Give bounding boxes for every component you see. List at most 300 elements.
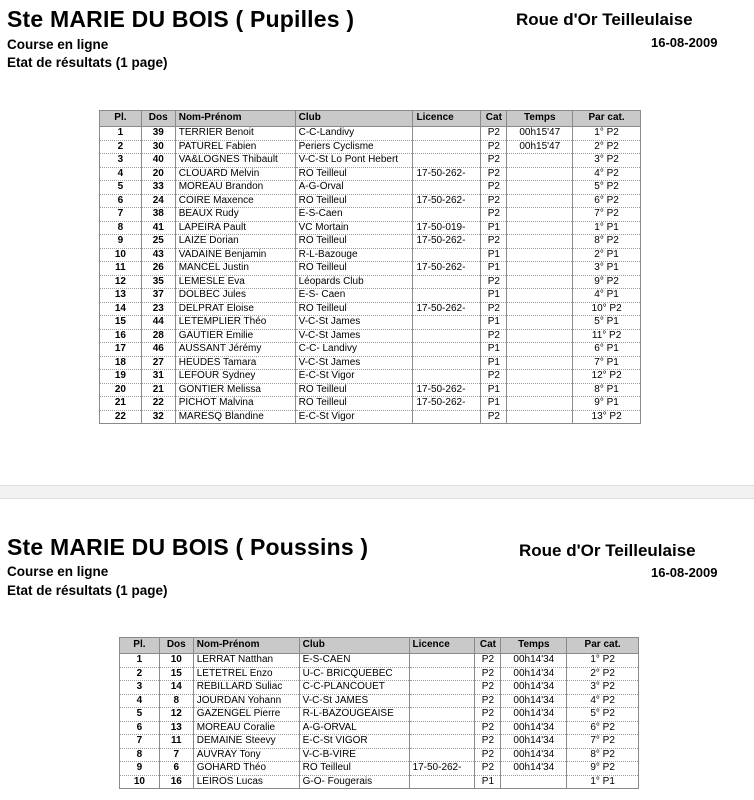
name-cell: DEMAINE Steevy bbox=[193, 735, 299, 749]
category-rank-cell: 1° P2 bbox=[567, 654, 639, 668]
time-cell: 00h14'34 bbox=[501, 735, 567, 749]
club-cell: VC Mortain bbox=[295, 221, 413, 235]
time-cell: 00h15'47 bbox=[507, 127, 573, 141]
table-row bbox=[120, 775, 639, 789]
name-cell: LEMESLE Eva bbox=[175, 275, 295, 289]
name-cell: LAIZE Dorian bbox=[175, 235, 295, 249]
category-cell: P2 bbox=[481, 370, 507, 384]
category-cell: P2 bbox=[475, 735, 501, 749]
category-rank-cell: 6° P1 bbox=[573, 343, 641, 357]
race-date: 16-08-2009 bbox=[651, 565, 718, 580]
category-cell: P1 bbox=[481, 248, 507, 262]
bib-cell: 44 bbox=[141, 316, 175, 330]
column-header-place: Pl. bbox=[100, 111, 142, 127]
table-row bbox=[100, 289, 641, 303]
bib-cell: 39 bbox=[141, 127, 175, 141]
race-title: Ste MARIE DU BOIS ( Poussins ) bbox=[7, 534, 369, 560]
name-cell: MARESQ Blandine bbox=[175, 410, 295, 424]
licence-cell bbox=[409, 721, 475, 735]
table-row bbox=[120, 694, 639, 708]
bib-cell: 11 bbox=[159, 735, 193, 749]
name-cell: LERRAT Natthan bbox=[193, 654, 299, 668]
category-cell: P1 bbox=[481, 343, 507, 357]
licence-cell bbox=[413, 208, 481, 222]
time-cell bbox=[507, 397, 573, 411]
time-cell bbox=[507, 181, 573, 195]
results-table bbox=[99, 110, 641, 424]
category-rank-cell: 5° P1 bbox=[573, 316, 641, 330]
category-cell: P1 bbox=[481, 289, 507, 303]
category-rank-cell: 4° P1 bbox=[573, 289, 641, 303]
bib-cell: 10 bbox=[159, 654, 193, 668]
club-cell: E-S-CAEN bbox=[299, 654, 409, 668]
category-rank-cell: 1° P1 bbox=[573, 221, 641, 235]
licence-cell: 17-50-262- bbox=[413, 235, 481, 249]
time-cell bbox=[507, 410, 573, 424]
time-cell bbox=[507, 248, 573, 262]
place-cell: 9 bbox=[100, 235, 142, 249]
place-cell: 11 bbox=[100, 262, 142, 276]
bib-cell: 15 bbox=[159, 667, 193, 681]
name-cell: VA&LOGNES Thibault bbox=[175, 154, 295, 168]
category-rank-cell: 4° P2 bbox=[573, 167, 641, 181]
name-cell: BEAUX Rudy bbox=[175, 208, 295, 222]
time-cell: 00h14'34 bbox=[501, 694, 567, 708]
name-cell: CLOUARD Melvin bbox=[175, 167, 295, 181]
category-rank-cell: 3° P2 bbox=[567, 681, 639, 695]
name-cell: MOREAU Coralie bbox=[193, 721, 299, 735]
table-header-row bbox=[120, 638, 639, 654]
bib-cell: 32 bbox=[141, 410, 175, 424]
table-row bbox=[120, 654, 639, 668]
licence-cell bbox=[413, 370, 481, 384]
time-cell bbox=[507, 329, 573, 343]
category-rank-cell: 12° P2 bbox=[573, 370, 641, 384]
name-cell: LEIROS Lucas bbox=[193, 775, 299, 789]
column-header-time: Temps bbox=[501, 638, 567, 654]
time-cell bbox=[507, 356, 573, 370]
category-cell: P2 bbox=[481, 154, 507, 168]
table-row bbox=[100, 127, 641, 141]
category-cell: P2 bbox=[475, 654, 501, 668]
place-cell: 6 bbox=[100, 194, 142, 208]
place-cell: 1 bbox=[100, 127, 142, 141]
category-cell: P2 bbox=[481, 194, 507, 208]
column-header-licence: Licence bbox=[413, 111, 481, 127]
club-cell: V-C-St James bbox=[295, 329, 413, 343]
place-cell: 22 bbox=[100, 410, 142, 424]
time-cell: 00h14'34 bbox=[501, 654, 567, 668]
bib-cell: 22 bbox=[141, 397, 175, 411]
column-header-name: Nom-Prénom bbox=[175, 111, 295, 127]
results-table bbox=[119, 637, 639, 789]
club-cell: V-C-St Lo Pont Hebert bbox=[295, 154, 413, 168]
place-cell: 17 bbox=[100, 343, 142, 357]
organizer-name: Roue d'Or Teilleulaise bbox=[516, 10, 693, 29]
place-cell: 6 bbox=[120, 721, 160, 735]
licence-cell bbox=[413, 289, 481, 303]
time-cell: 00h14'34 bbox=[501, 721, 567, 735]
category-rank-cell: 6° P2 bbox=[567, 721, 639, 735]
column-header-category: Cat bbox=[481, 111, 507, 127]
page-divider bbox=[0, 485, 754, 499]
time-cell bbox=[501, 775, 567, 789]
table-row bbox=[100, 235, 641, 249]
table-row bbox=[100, 410, 641, 424]
club-cell: RO Teilleul bbox=[295, 383, 413, 397]
bib-cell: 21 bbox=[141, 383, 175, 397]
category-rank-cell: 3° P2 bbox=[573, 154, 641, 168]
bib-cell: 20 bbox=[141, 167, 175, 181]
table-row bbox=[100, 154, 641, 168]
licence-cell: 17-50-262- bbox=[413, 383, 481, 397]
place-cell: 9 bbox=[120, 762, 160, 776]
category-cell: P2 bbox=[475, 667, 501, 681]
name-cell: GOHARD Théo bbox=[193, 762, 299, 776]
name-cell: GAUTIER Emilie bbox=[175, 329, 295, 343]
table-row bbox=[120, 708, 639, 722]
licence-cell: 17-50-262- bbox=[413, 167, 481, 181]
category-cell: P2 bbox=[481, 167, 507, 181]
table-row bbox=[120, 748, 639, 762]
club-cell: RO Teilleul bbox=[299, 762, 409, 776]
club-cell: RO Teilleul bbox=[295, 397, 413, 411]
bib-cell: 30 bbox=[141, 140, 175, 154]
table-row bbox=[100, 221, 641, 235]
category-rank-cell: 10° P2 bbox=[573, 302, 641, 316]
name-cell: COIRE Maxence bbox=[175, 194, 295, 208]
bib-cell: 31 bbox=[141, 370, 175, 384]
club-cell: E-C-St Vigor bbox=[295, 370, 413, 384]
place-cell: 3 bbox=[100, 154, 142, 168]
name-cell: DELPRAT Eloise bbox=[175, 302, 295, 316]
place-cell: 4 bbox=[100, 167, 142, 181]
category-cell: P2 bbox=[475, 721, 501, 735]
bib-cell: 24 bbox=[141, 194, 175, 208]
category-rank-cell: 2° P2 bbox=[567, 667, 639, 681]
table-row bbox=[100, 397, 641, 411]
club-cell: V-C-St James bbox=[295, 316, 413, 330]
name-cell: LETEMPLIER Théo bbox=[175, 316, 295, 330]
name-cell: JOURDAN Yohann bbox=[193, 694, 299, 708]
table-row bbox=[100, 343, 641, 357]
table-row bbox=[120, 762, 639, 776]
category-rank-cell: 7° P1 bbox=[573, 356, 641, 370]
licence-cell bbox=[413, 316, 481, 330]
category-rank-cell: 2° P1 bbox=[573, 248, 641, 262]
bib-cell: 43 bbox=[141, 248, 175, 262]
time-cell: 00h14'34 bbox=[501, 748, 567, 762]
report-status: Etat de résultats (1 page) bbox=[7, 55, 168, 70]
name-cell: AUSSANT Jérémy bbox=[175, 343, 295, 357]
place-cell: 5 bbox=[100, 181, 142, 195]
licence-cell bbox=[413, 154, 481, 168]
column-header-category-rank: Par cat. bbox=[573, 111, 641, 127]
bib-cell: 23 bbox=[141, 302, 175, 316]
licence-cell bbox=[413, 275, 481, 289]
column-header-category: Cat bbox=[475, 638, 501, 654]
table-row bbox=[100, 181, 641, 195]
name-cell: PATUREL Fabien bbox=[175, 140, 295, 154]
club-cell: Periers Cyclisme bbox=[295, 140, 413, 154]
race-title: Ste MARIE DU BOIS ( Pupilles ) bbox=[7, 6, 355, 32]
bib-cell: 38 bbox=[141, 208, 175, 222]
bib-cell: 26 bbox=[141, 262, 175, 276]
category-rank-cell: 1° P1 bbox=[567, 775, 639, 789]
category-rank-cell: 9° P2 bbox=[567, 762, 639, 776]
licence-cell bbox=[413, 127, 481, 141]
licence-cell bbox=[409, 708, 475, 722]
category-cell: P1 bbox=[481, 262, 507, 276]
category-rank-cell: 4° P2 bbox=[567, 694, 639, 708]
place-cell: 14 bbox=[100, 302, 142, 316]
category-rank-cell: 5° P2 bbox=[567, 708, 639, 722]
time-cell: 00h14'34 bbox=[501, 681, 567, 695]
club-cell: RO Teilleul bbox=[295, 167, 413, 181]
name-cell: PICHOT Malvina bbox=[175, 397, 295, 411]
name-cell: GAZENGEL Pierre bbox=[193, 708, 299, 722]
table-row bbox=[120, 721, 639, 735]
name-cell: AUVRAY Tony bbox=[193, 748, 299, 762]
club-cell: E-C-St Vigor bbox=[295, 410, 413, 424]
club-cell: R-L-Bazouge bbox=[295, 248, 413, 262]
place-cell: 2 bbox=[120, 667, 160, 681]
bib-cell: 46 bbox=[141, 343, 175, 357]
category-rank-cell: 3° P1 bbox=[573, 262, 641, 276]
place-cell: 8 bbox=[100, 221, 142, 235]
place-cell: 7 bbox=[100, 208, 142, 222]
category-cell: P2 bbox=[475, 708, 501, 722]
place-cell: 16 bbox=[100, 329, 142, 343]
licence-cell: 17-50-019- bbox=[413, 221, 481, 235]
place-cell: 19 bbox=[100, 370, 142, 384]
report-status: Etat de résultats (1 page) bbox=[7, 583, 168, 598]
category-cell: P1 bbox=[475, 775, 501, 789]
place-cell: 7 bbox=[120, 735, 160, 749]
column-header-category-rank: Par cat. bbox=[567, 638, 639, 654]
place-cell: 8 bbox=[120, 748, 160, 762]
column-header-licence: Licence bbox=[409, 638, 475, 654]
category-cell: P2 bbox=[481, 235, 507, 249]
place-cell: 10 bbox=[100, 248, 142, 262]
organizer-name: Roue d'Or Teilleulaise bbox=[519, 541, 696, 560]
category-rank-cell: 8° P2 bbox=[567, 748, 639, 762]
category-cell: P2 bbox=[481, 181, 507, 195]
licence-cell: 17-50-262- bbox=[413, 262, 481, 276]
time-cell bbox=[507, 194, 573, 208]
club-cell: U-C- BRICQUEBEC bbox=[299, 667, 409, 681]
name-cell: DOLBEC Jules bbox=[175, 289, 295, 303]
place-cell: 3 bbox=[120, 681, 160, 695]
time-cell bbox=[507, 343, 573, 357]
table-row bbox=[100, 140, 641, 154]
table-row bbox=[100, 248, 641, 262]
place-cell: 18 bbox=[100, 356, 142, 370]
table-row bbox=[100, 329, 641, 343]
category-rank-cell: 2° P2 bbox=[573, 140, 641, 154]
category-cell: P1 bbox=[481, 397, 507, 411]
place-cell: 15 bbox=[100, 316, 142, 330]
licence-cell bbox=[409, 735, 475, 749]
licence-cell bbox=[413, 329, 481, 343]
bib-cell: 6 bbox=[159, 762, 193, 776]
bib-cell: 7 bbox=[159, 748, 193, 762]
club-cell: A-G-ORVAL bbox=[299, 721, 409, 735]
licence-cell bbox=[409, 681, 475, 695]
place-cell: 5 bbox=[120, 708, 160, 722]
time-cell bbox=[507, 302, 573, 316]
name-cell: VADAINE Benjamin bbox=[175, 248, 295, 262]
name-cell: MANCEL Justin bbox=[175, 262, 295, 276]
club-cell: V-C-St JAMES bbox=[299, 694, 409, 708]
category-rank-cell: 7° P2 bbox=[573, 208, 641, 222]
club-cell: E-S-Caen bbox=[295, 208, 413, 222]
category-cell: P2 bbox=[475, 694, 501, 708]
bib-cell: 33 bbox=[141, 181, 175, 195]
poussins-section bbox=[0, 500, 754, 800]
club-cell: RO Teilleul bbox=[295, 262, 413, 276]
category-cell: P1 bbox=[481, 316, 507, 330]
bib-cell: 28 bbox=[141, 329, 175, 343]
table-row bbox=[120, 735, 639, 749]
time-cell bbox=[507, 275, 573, 289]
table-row bbox=[120, 681, 639, 695]
club-cell: C-C-Landivy bbox=[295, 127, 413, 141]
place-cell: 12 bbox=[100, 275, 142, 289]
name-cell: LEFOUR Sydney bbox=[175, 370, 295, 384]
licence-cell bbox=[409, 667, 475, 681]
club-cell: V-C-B-VIRE bbox=[299, 748, 409, 762]
bib-cell: 27 bbox=[141, 356, 175, 370]
place-cell: 20 bbox=[100, 383, 142, 397]
category-cell: P2 bbox=[481, 208, 507, 222]
club-cell: RO Teilleul bbox=[295, 235, 413, 249]
club-cell: C-C- Landivy bbox=[295, 343, 413, 357]
place-cell: 21 bbox=[100, 397, 142, 411]
table-row bbox=[100, 194, 641, 208]
bib-cell: 16 bbox=[159, 775, 193, 789]
category-rank-cell: 11° P2 bbox=[573, 329, 641, 343]
place-cell: 13 bbox=[100, 289, 142, 303]
time-cell bbox=[507, 208, 573, 222]
licence-cell bbox=[409, 775, 475, 789]
time-cell bbox=[507, 154, 573, 168]
place-cell: 10 bbox=[120, 775, 160, 789]
name-cell: TERRIER Benoit bbox=[175, 127, 295, 141]
bib-cell: 25 bbox=[141, 235, 175, 249]
category-cell: P2 bbox=[475, 681, 501, 695]
category-rank-cell: 9° P1 bbox=[573, 397, 641, 411]
category-rank-cell: 8° P2 bbox=[573, 235, 641, 249]
club-cell: E-C-St VIGOR bbox=[299, 735, 409, 749]
category-rank-cell: 5° P2 bbox=[573, 181, 641, 195]
table-row bbox=[100, 167, 641, 181]
licence-cell bbox=[409, 748, 475, 762]
time-cell: 00h15'47 bbox=[507, 140, 573, 154]
club-cell: A-G-Orval bbox=[295, 181, 413, 195]
table-row bbox=[100, 275, 641, 289]
bib-cell: 35 bbox=[141, 275, 175, 289]
race-date: 16-08-2009 bbox=[651, 35, 718, 50]
licence-cell: 17-50-262- bbox=[413, 397, 481, 411]
time-cell bbox=[507, 370, 573, 384]
club-cell: Léopards Club bbox=[295, 275, 413, 289]
time-cell: 00h14'34 bbox=[501, 667, 567, 681]
column-header-time: Temps bbox=[507, 111, 573, 127]
category-cell: P1 bbox=[481, 383, 507, 397]
race-type: Course en ligne bbox=[7, 37, 109, 52]
time-cell bbox=[507, 235, 573, 249]
column-header-club: Club bbox=[295, 111, 413, 127]
licence-cell bbox=[413, 343, 481, 357]
table-row bbox=[100, 383, 641, 397]
category-cell: P1 bbox=[481, 356, 507, 370]
bib-cell: 40 bbox=[141, 154, 175, 168]
category-rank-cell: 8° P1 bbox=[573, 383, 641, 397]
column-header-bib: Dos bbox=[141, 111, 175, 127]
category-rank-cell: 7° P2 bbox=[567, 735, 639, 749]
table-row bbox=[120, 667, 639, 681]
club-cell: RO Teilleul bbox=[295, 302, 413, 316]
name-cell: GONTIER Melissa bbox=[175, 383, 295, 397]
category-cell: P2 bbox=[481, 127, 507, 141]
licence-cell bbox=[413, 181, 481, 195]
name-cell: LAPEIRA Pault bbox=[175, 221, 295, 235]
column-header-club: Club bbox=[299, 638, 409, 654]
time-cell bbox=[507, 262, 573, 276]
column-header-name: Nom-Prénom bbox=[193, 638, 299, 654]
category-rank-cell: 9° P2 bbox=[573, 275, 641, 289]
licence-cell bbox=[413, 248, 481, 262]
bib-cell: 41 bbox=[141, 221, 175, 235]
bib-cell: 12 bbox=[159, 708, 193, 722]
licence-cell bbox=[409, 694, 475, 708]
bib-cell: 8 bbox=[159, 694, 193, 708]
licence-cell bbox=[409, 654, 475, 668]
category-cell: P2 bbox=[481, 302, 507, 316]
category-rank-cell: 6° P2 bbox=[573, 194, 641, 208]
place-cell: 4 bbox=[120, 694, 160, 708]
name-cell: HEUDES Tamara bbox=[175, 356, 295, 370]
licence-cell: 17-50-262- bbox=[413, 194, 481, 208]
category-cell: P1 bbox=[481, 221, 507, 235]
club-cell: R-L-BAZOUGEAISE bbox=[299, 708, 409, 722]
race-type: Course en ligne bbox=[7, 564, 109, 579]
licence-cell bbox=[413, 410, 481, 424]
table-row bbox=[100, 316, 641, 330]
time-cell: 00h14'34 bbox=[501, 762, 567, 776]
club-cell: E-S- Caen bbox=[295, 289, 413, 303]
table-row bbox=[100, 370, 641, 384]
category-cell: P2 bbox=[481, 329, 507, 343]
table-row bbox=[100, 356, 641, 370]
name-cell: MOREAU Brandon bbox=[175, 181, 295, 195]
table-row bbox=[100, 208, 641, 222]
club-cell: C-C-PLANCOUET bbox=[299, 681, 409, 695]
bib-cell: 37 bbox=[141, 289, 175, 303]
column-header-place: Pl. bbox=[120, 638, 160, 654]
column-header-bib: Dos bbox=[159, 638, 193, 654]
place-cell: 1 bbox=[120, 654, 160, 668]
category-cell: P2 bbox=[481, 410, 507, 424]
name-cell: LETETREL Enzo bbox=[193, 667, 299, 681]
time-cell: 00h14'34 bbox=[501, 708, 567, 722]
club-cell: V-C-St James bbox=[295, 356, 413, 370]
licence-cell bbox=[413, 140, 481, 154]
table-header-row bbox=[100, 111, 641, 127]
time-cell bbox=[507, 316, 573, 330]
club-cell: G-O- Fougerais bbox=[299, 775, 409, 789]
